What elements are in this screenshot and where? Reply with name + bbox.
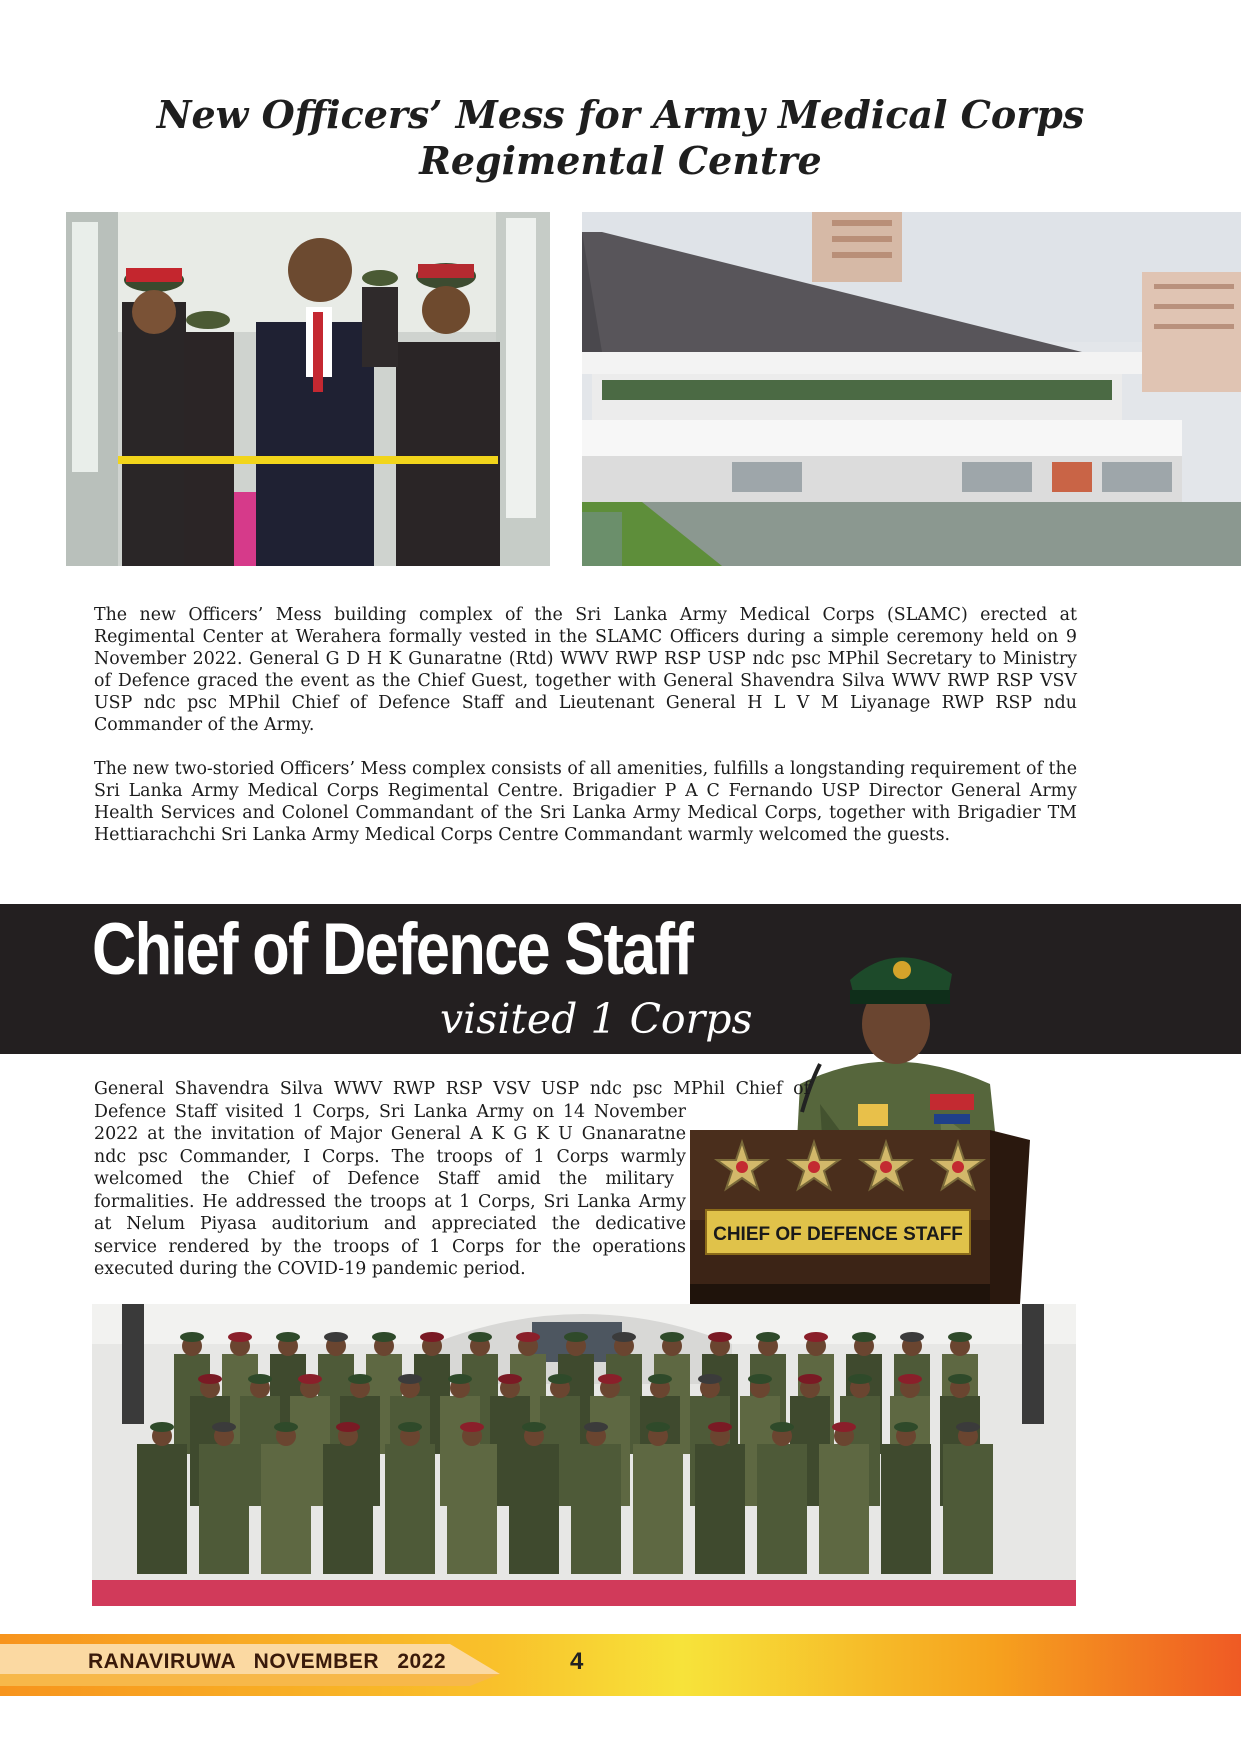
cds-line-9: executed during the COVID-19 pandemic period.	[94, 1259, 526, 1279]
podium-label: CHIEF OF DEFENCE STAFF	[713, 1224, 963, 1245]
article-title-line1: New Officers’ Mess for Army Medical Corps	[156, 92, 1085, 137]
section-title: Chief of Defence Staff	[92, 909, 693, 990]
section-subtitle: visited 1 Corps	[440, 995, 753, 1043]
cds-article-text	[94, 1078, 810, 1281]
cds-line-3: 2022 at the invitation of Major General A K G K U Gnanaratne	[94, 1124, 686, 1144]
footer-issue: NOVEMBER 2022	[253, 1650, 447, 1673]
cds-line-8: service rendered by the troops of 1 Corps for the operations	[94, 1236, 686, 1257]
cds-line-7: at Nelum Piyasa auditorium and appreciated the dedicative	[94, 1214, 686, 1234]
footer-publication	[88, 1650, 446, 1674]
cds-line-1: General Shavendra Silva WWV RWP RSP VSV USP ndc psc MPhil Chief of	[94, 1079, 810, 1099]
group-photo	[92, 1304, 1076, 1606]
ribbon-cutting-photo	[66, 212, 550, 566]
article-title-line2: Regimental Centre	[419, 138, 822, 183]
cds-line-4: ndc psc Commander, I Corps. The troops of 1 Corps warmly	[94, 1146, 686, 1167]
page-number: 4	[570, 1648, 584, 1675]
cds-line-5: welcomed the Chief of Defence Staff amid the military	[94, 1169, 674, 1189]
article-paragraph-2: The new two-storied Officers’ Mess complex consists of all amenities, fulfills a longstanding requirement of the Sri Lanka Army Medical Corps Regimental Centre. Brigadier P A C Fernando USP Director General Army Health Services and Colonel Commandant of the Sri Lanka Army Medical Corps, together with Brigadier TM Hettiarachchi Sri Lanka Army Medical Corps Centre Commandant warmly welcomed the guests.	[94, 759, 1077, 845]
article-title	[0, 92, 1241, 184]
officers-mess-building-photo	[582, 212, 1241, 566]
cds-line-2: Defence Staff visited 1 Corps, Sri Lanka Army on 14 November	[94, 1101, 686, 1122]
article-paragraph-1: The new Officers’ Mess building complex of the Sri Lanka Army Medical Corps (SLAMC) erected at Regimental Center at Werahera formally vested in the SLAMC Officers during a simple ceremony held on 9 November 2022. General G D H K Gunaratne (Rtd) WWV RWP RSP USP ndc psc MPhil Secretary to Ministry of Defence graced the event as the Chief Guest, together with General Shavendra Silva WWV RWP RSP VSV USP ndc psc MPhil Chief of Defence Staff and Lieutenant General H L V M Liyanage RWP RSP ndu Commander of the Army.	[94, 605, 1077, 735]
cds-line-6: formalities. He addressed the troops at 1 Corps, Sri Lanka Army	[94, 1191, 686, 1212]
footer-title: RANAVIRUWA	[88, 1650, 236, 1673]
